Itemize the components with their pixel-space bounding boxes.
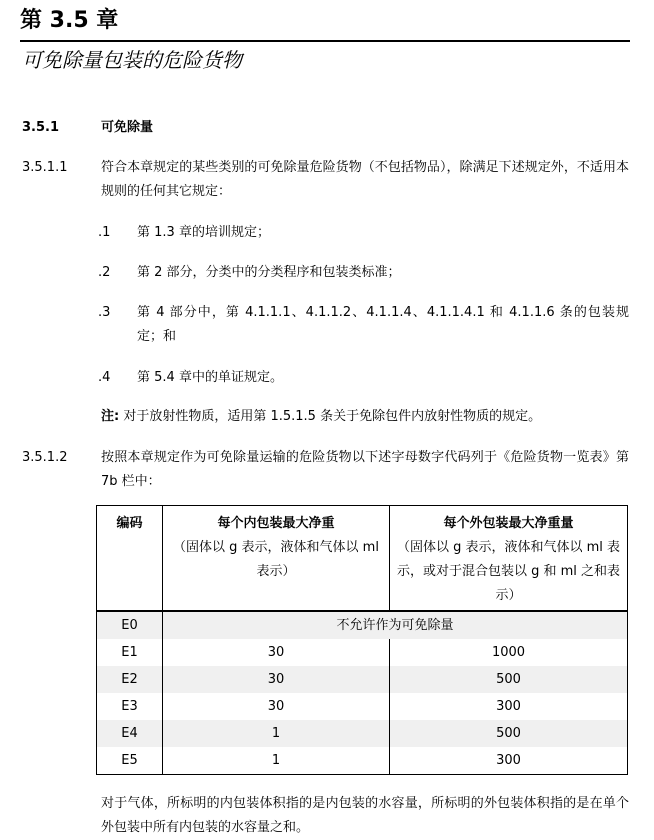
list-item-number: .3	[98, 305, 111, 320]
section-title: 可免除量	[101, 120, 154, 135]
cell-outer: 500	[390, 666, 628, 693]
cell-outer: 300	[390, 693, 628, 720]
header-inner-unit-note: （固体以 g 表示，液体和气体以 ml 表示）	[173, 540, 379, 579]
cell-merged: 不允许作为可免除量	[163, 611, 628, 639]
list-item-number: .2	[98, 265, 111, 280]
cell-code: E3	[97, 693, 163, 720]
chapter-divider	[20, 40, 630, 42]
list-item-text: 第 1.3 章的培训规定；	[137, 225, 270, 240]
table-row	[97, 639, 628, 666]
list-item-number: .1	[98, 225, 111, 240]
cell-code: E1	[97, 639, 163, 666]
cell-outer: 1000	[390, 639, 628, 666]
header-outer-unit-note: （固体以 g 表示，液体和气体以 ml 表示，或对于混合包装以 g 和 ml 之和表示）	[396, 540, 621, 603]
cell-code: E5	[97, 747, 163, 775]
cell-code: E2	[97, 666, 163, 693]
cell-inner: 30	[163, 639, 390, 666]
cell-outer: 300	[390, 747, 628, 775]
table-row	[97, 611, 628, 639]
table-row	[97, 693, 628, 720]
paragraph-number: 3.5.1.2	[22, 450, 68, 465]
list-item-text: 第 2 部分，分类中的分类程序和包装类标准；	[137, 265, 401, 280]
table-row	[97, 747, 628, 775]
cell-inner: 1	[163, 747, 390, 775]
note-label: 注:	[101, 409, 120, 424]
header-outer-packaging: 每个外包装最大净重量 （固体以 g 表示，液体和气体以 ml 表示，或对于混合包装以 g 和 ml 之和表示）	[390, 506, 628, 612]
list-item-number: .4	[98, 370, 111, 385]
footer-paragraph: 对于气体，所标明的内包装体积指的是内包装的水容量，所标明的外包装体积指的是在单个外包装中所有内包装的水容量之和。	[101, 796, 629, 835]
cell-inner: 1	[163, 720, 390, 747]
table-row	[97, 720, 628, 747]
note-text: 对于放射性物质，适用第 1.5.1.5 条关于免除包件内放射性物质的规定。	[119, 409, 542, 424]
paragraph-text: 符合本章规定的某些类别的可免除量危险货物（不包括物品），除满足下述规定外，不适用本规则的任何其它规定：	[101, 160, 629, 199]
cell-code: E0	[97, 611, 163, 639]
list-item-text: 第 4 部分中，第 4.1.1.1、4.1.1.2、4.1.1.4、4.1.1.4.1 和 4.1.1.6 条的包装规定；和	[137, 305, 629, 344]
table-row	[97, 666, 628, 693]
note	[101, 405, 629, 429]
header-inner-packaging: 每个内包装最大净重 （固体以 g 表示，液体和气体以 ml 表示）	[163, 506, 390, 612]
section-number: 3.5.1	[22, 120, 60, 135]
list-item-text: 第 5.4 章中的单证规定。	[137, 370, 283, 385]
paragraph-number: 3.5.1.1	[22, 160, 68, 175]
header-code: 编码	[97, 506, 163, 612]
chapter-subtitle: 可免除量包装的危险货物	[22, 48, 242, 72]
cell-code: E4	[97, 720, 163, 747]
cell-inner: 30	[163, 666, 390, 693]
paragraph-text: 按照本章规定作为可免除量运输的危险货物以下述字母数字代码列于《危险货物一览表》第 7b 栏中：	[101, 450, 629, 489]
exempted-quantity-codes-table	[96, 505, 628, 775]
chapter-title: 第 3.5 章	[20, 8, 119, 33]
cell-outer: 500	[390, 720, 628, 747]
cell-inner: 30	[163, 693, 390, 720]
